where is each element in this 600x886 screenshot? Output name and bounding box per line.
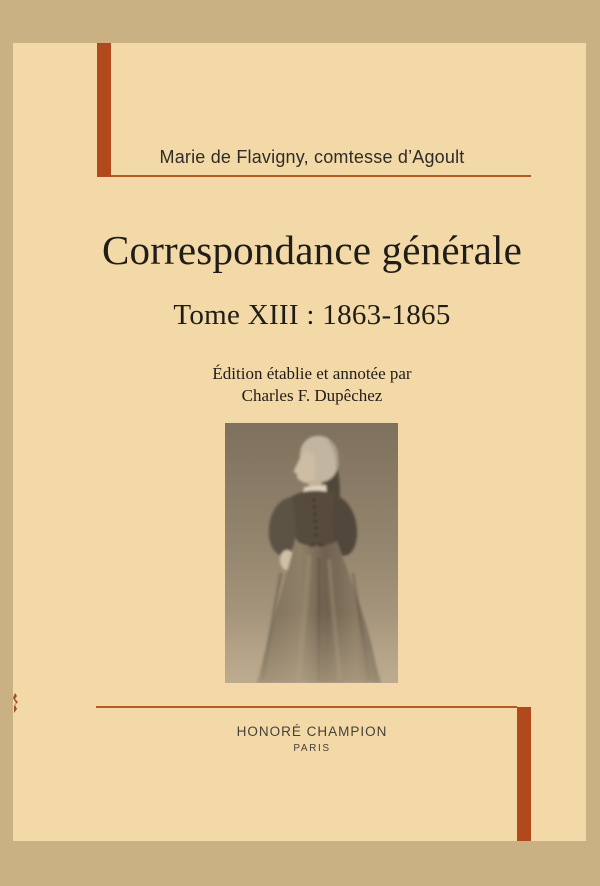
publisher-name: HONORÉ CHAMPION — [236, 724, 388, 739]
portrait-illustration — [225, 423, 398, 683]
publisher-city: PARIS — [293, 743, 331, 754]
edition-line2: Charles F. Dupêchez — [241, 386, 383, 406]
book-subtitle: Tome XIII : 1863-1865 — [173, 299, 451, 331]
edition-line1: Édition établie et annotée par — [212, 364, 412, 383]
publisher-block — [38, 724, 586, 754]
portrait-photo — [225, 423, 398, 683]
author-name: Marie de Flavigny, comtesse d’Agoult — [159, 147, 465, 167]
edition-note — [38, 363, 586, 407]
rule-line-bottom — [96, 706, 517, 708]
rule-line-top — [111, 175, 531, 177]
book-title: Correspondance générale — [101, 227, 523, 273]
edge-printing-mark — [11, 692, 21, 714]
